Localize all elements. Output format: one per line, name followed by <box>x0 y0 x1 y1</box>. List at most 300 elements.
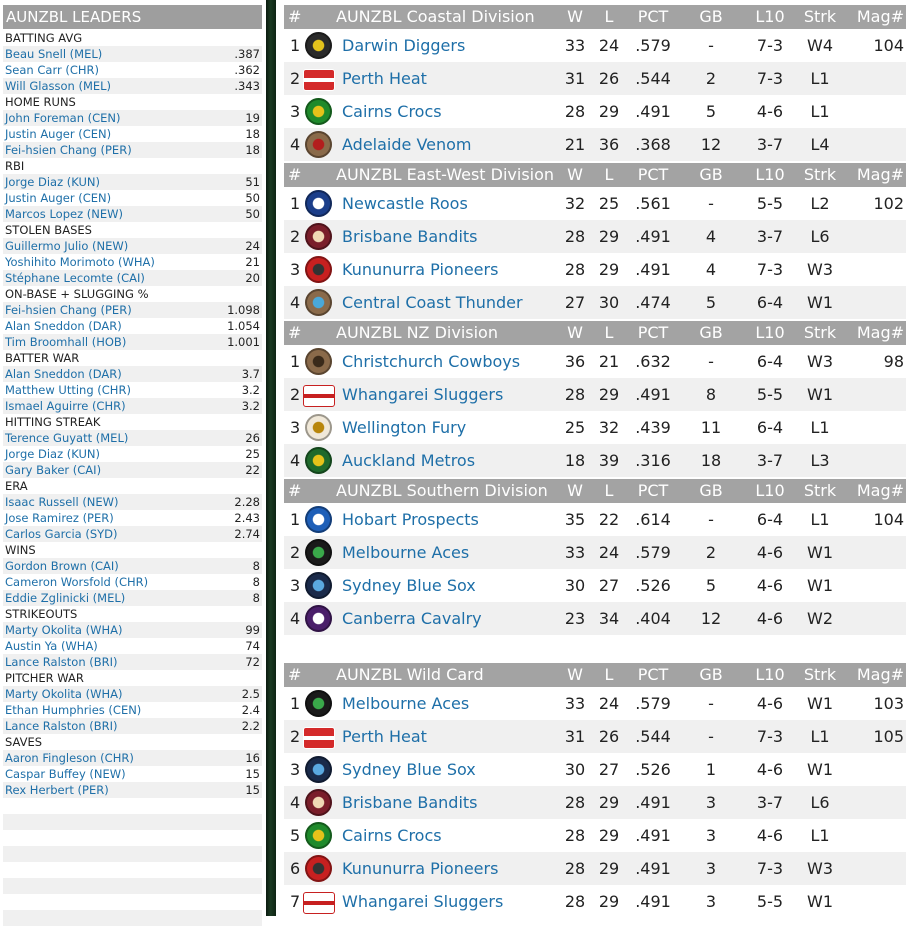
roo-logo <box>305 190 332 217</box>
leader-stat-value: 99 <box>245 623 260 637</box>
leader-player-link[interactable]: Jorge Diaz (KUN) <box>5 447 100 461</box>
col-strk-header[interactable]: Strk <box>803 481 837 500</box>
aces-logo <box>305 690 332 717</box>
col-l10-header[interactable]: L10 <box>755 323 785 342</box>
col-w-header[interactable]: W <box>567 323 583 342</box>
team-rank: 4 <box>290 451 301 470</box>
team-name-link[interactable]: Brisbane Bandits <box>342 793 478 812</box>
team-name-link[interactable]: Wellington Fury <box>342 418 467 437</box>
team-gb: 3 <box>705 826 717 845</box>
team-w: 35 <box>564 510 586 529</box>
col-gb-header[interactable]: GB <box>699 481 723 500</box>
leader-player-link[interactable]: Alan Sneddon (DAR) <box>5 319 122 333</box>
leader-row <box>3 142 262 158</box>
col-gb-header[interactable]: GB <box>699 165 723 184</box>
team-gb: - <box>708 194 714 213</box>
team-l: 29 <box>598 102 620 121</box>
team-gb: - <box>708 352 714 371</box>
standings-row <box>284 536 906 569</box>
team-l10: 5-5 <box>756 385 784 404</box>
team-rank: 7 <box>290 892 301 911</box>
team-gb: 5 <box>705 102 717 121</box>
team-pct: .579 <box>635 36 671 55</box>
leader-stat-value: 2.43 <box>234 511 260 525</box>
team-pct: .579 <box>635 543 671 562</box>
leader-category-heading: STOLEN BASES <box>5 223 92 237</box>
team-name-link[interactable]: Melbourne Aces <box>342 543 470 562</box>
team-l10: 4-6 <box>756 576 784 595</box>
team-rank: 3 <box>290 418 301 437</box>
croc-logo <box>305 822 332 849</box>
team-pct: .491 <box>635 385 671 404</box>
team-gb: 3 <box>705 892 717 911</box>
team-mag: 102 <box>873 194 904 213</box>
team-l: 27 <box>598 576 620 595</box>
team-name-link[interactable]: Canberra Cavalry <box>342 609 482 628</box>
team-strk: L1 <box>810 69 830 88</box>
team-pct: .491 <box>635 102 671 121</box>
division-title: AUNZBL Wild Card <box>336 665 484 684</box>
team-strk: W1 <box>807 694 833 713</box>
team-gb: 2 <box>705 543 717 562</box>
leader-row <box>3 334 262 350</box>
leader-row <box>3 718 262 734</box>
team-l: 21 <box>598 352 620 371</box>
standings-row <box>284 286 906 319</box>
team-w: 28 <box>564 826 586 845</box>
leader-stat-value: 3.7 <box>241 367 260 381</box>
team-l10: 6-4 <box>756 352 784 371</box>
leader-stat-value: .362 <box>234 63 260 77</box>
col-l-header[interactable]: L <box>604 7 614 26</box>
col-mag-header[interactable]: Mag# <box>856 665 904 684</box>
team-gb: - <box>708 727 714 746</box>
leader-player-link[interactable]: Isaac Russell (NEW) <box>5 495 119 509</box>
team-l: 32 <box>598 418 620 437</box>
team-w: 28 <box>564 892 586 911</box>
col-pct-header[interactable]: PCT <box>637 665 669 684</box>
team-name-link[interactable]: Christchurch Cowboys <box>342 352 521 371</box>
team-l: 30 <box>598 293 620 312</box>
team-name-link[interactable]: Sydney Blue Sox <box>342 760 476 779</box>
col-gb-header[interactable]: GB <box>699 323 723 342</box>
leader-stat-value: 3.2 <box>241 399 260 413</box>
leader-stat-value: 25 <box>245 447 260 461</box>
leader-category-heading: SAVES <box>5 735 43 749</box>
team-rank: 2 <box>290 543 301 562</box>
standings-row <box>284 187 906 220</box>
team-rank: 1 <box>290 194 301 213</box>
team-w: 28 <box>564 385 586 404</box>
empty-row <box>3 830 262 846</box>
leader-player-link[interactable]: Yoshihito Morimoto (WHA) <box>5 255 155 269</box>
leader-stat-value: 24 <box>245 239 260 253</box>
team-name-link[interactable]: Newcastle Roos <box>342 194 468 213</box>
team-name-link[interactable]: Adelaide Venom <box>342 135 472 154</box>
leader-row <box>3 526 262 542</box>
leader-player-link[interactable]: Ethan Humphries (CEN) <box>5 703 142 717</box>
team-l: 29 <box>598 227 620 246</box>
team-l: 29 <box>598 859 620 878</box>
team-l10: 7-3 <box>756 260 784 279</box>
leader-stat-value: 74 <box>245 639 260 653</box>
team-strk: W1 <box>807 543 833 562</box>
standings-row <box>284 720 906 753</box>
team-l10: 3-7 <box>756 451 784 470</box>
team-name-link[interactable]: Kununurra Pioneers <box>342 859 499 878</box>
col-pct-header[interactable]: PCT <box>637 481 669 500</box>
leader-row <box>3 110 262 126</box>
team-l10: 5-5 <box>756 892 784 911</box>
leader-player-link[interactable]: Caspar Buffey (NEW) <box>5 767 126 781</box>
leader-row <box>3 766 262 782</box>
leader-stat-value: 18 <box>245 143 260 157</box>
team-pct: .526 <box>635 576 671 595</box>
leader-category-heading: BATTER WAR <box>5 351 80 365</box>
leader-player-link[interactable]: Fei-hsien Chang (PER) <box>5 143 132 157</box>
team-rank: 2 <box>290 227 301 246</box>
team-l: 29 <box>598 826 620 845</box>
team-l10: 5-5 <box>756 194 784 213</box>
team-strk: W3 <box>807 260 833 279</box>
leader-stat-value: .343 <box>234 79 260 93</box>
leader-row <box>3 46 262 62</box>
team-strk: L1 <box>810 102 830 121</box>
empty-row <box>3 878 262 894</box>
leader-row <box>3 302 262 318</box>
team-rank: 4 <box>290 293 301 312</box>
team-name-link[interactable]: Sydney Blue Sox <box>342 576 476 595</box>
col-w-header[interactable]: W <box>567 481 583 500</box>
team-strk: W4 <box>807 36 833 55</box>
leader-player-link[interactable]: Ismael Aguirre (CHR) <box>5 399 126 413</box>
leader-category-heading: BATTING AVG <box>5 31 83 45</box>
leader-row <box>3 686 262 702</box>
leader-row <box>3 638 262 654</box>
team-l: 24 <box>598 694 620 713</box>
division-title: AUNZBL NZ Division <box>336 323 498 342</box>
team-rank: 1 <box>290 694 301 713</box>
leader-row <box>3 78 262 94</box>
col-strk-header[interactable]: Strk <box>803 323 837 342</box>
team-gb: - <box>708 510 714 529</box>
aces-logo <box>305 539 332 566</box>
standings-panel <box>276 0 906 916</box>
team-l10: 6-4 <box>756 418 784 437</box>
col-l-header[interactable]: L <box>604 481 614 500</box>
team-pct: .544 <box>635 69 671 88</box>
leader-row <box>3 174 262 190</box>
team-strk: L1 <box>810 727 830 746</box>
team-strk: W1 <box>807 576 833 595</box>
leader-player-link[interactable]: Marty Okolita (WHA) <box>5 623 123 637</box>
team-l10: 4-6 <box>756 694 784 713</box>
pioneer-logo <box>305 256 332 283</box>
team-name-link[interactable]: Hobart Prospects <box>342 510 479 529</box>
team-l: 27 <box>598 760 620 779</box>
team-w: 28 <box>564 793 586 812</box>
standings-row <box>284 569 906 602</box>
cowboy-logo <box>305 348 332 375</box>
team-strk: L3 <box>810 451 830 470</box>
col-w-header[interactable]: W <box>567 665 583 684</box>
team-w: 21 <box>564 135 586 154</box>
leader-player-link[interactable]: Gary Baker (CAI) <box>5 463 102 477</box>
team-strk: L2 <box>810 194 830 213</box>
team-w: 23 <box>564 609 586 628</box>
leader-row <box>3 430 262 446</box>
col-mag-header[interactable]: Mag# <box>856 323 904 342</box>
leader-player-link[interactable]: Beau Snell (MEL) <box>5 47 103 61</box>
leader-player-link[interactable]: Eddie Zglinicki (MEL) <box>5 591 126 605</box>
team-name-link[interactable]: Cairns Crocs <box>342 826 442 845</box>
team-pct: .579 <box>635 694 671 713</box>
digger-logo <box>305 32 332 59</box>
team-rank: 2 <box>290 385 301 404</box>
leader-player-link[interactable]: Justin Auger (CEN) <box>5 127 112 141</box>
col-l10-header[interactable]: L10 <box>755 165 785 184</box>
leader-row <box>3 494 262 510</box>
division-header <box>284 663 906 687</box>
leader-stat-value: 21 <box>245 255 260 269</box>
standings-row <box>284 253 906 286</box>
standings-row <box>284 753 906 786</box>
leader-player-link[interactable]: Gordon Brown (CAI) <box>5 559 119 573</box>
team-mag: 98 <box>883 352 904 371</box>
team-name-link[interactable]: Whangarei Sluggers <box>342 385 504 404</box>
heat-logo <box>303 727 335 749</box>
standings-row <box>284 819 906 852</box>
col-l10-header[interactable]: L10 <box>755 7 785 26</box>
leader-row <box>3 126 262 142</box>
team-w: 31 <box>564 69 586 88</box>
leader-stat-value: 20 <box>245 271 260 285</box>
team-l10: 4-6 <box>756 760 784 779</box>
col-l10-header[interactable]: L10 <box>755 665 785 684</box>
team-rank: 1 <box>290 510 301 529</box>
team-rank: 4 <box>290 793 301 812</box>
team-w: 28 <box>564 260 586 279</box>
leader-stat-value: 8 <box>252 575 260 589</box>
leader-player-link[interactable]: Matthew Utting (CHR) <box>5 383 131 397</box>
leader-row <box>3 398 262 414</box>
leader-player-link[interactable]: Marcos Lopez (NEW) <box>5 207 123 221</box>
team-gb: 4 <box>705 260 717 279</box>
leader-stat-value: 1.054 <box>227 319 260 333</box>
leader-row <box>3 574 262 590</box>
team-name-link[interactable]: Cairns Crocs <box>342 102 442 121</box>
team-gb: 1 <box>705 760 717 779</box>
leader-row <box>3 382 262 398</box>
leader-row <box>3 190 262 206</box>
leader-row <box>3 654 262 670</box>
col-gb-header[interactable]: GB <box>699 665 723 684</box>
team-mag: 104 <box>873 36 904 55</box>
team-rank: 5 <box>290 826 301 845</box>
leader-category-heading: RBI <box>5 159 25 173</box>
team-l10: 3-7 <box>756 135 784 154</box>
team-l10: 7-3 <box>756 727 784 746</box>
team-name-link[interactable]: Perth Heat <box>342 69 427 88</box>
thunder-logo <box>305 289 332 316</box>
standings-row <box>284 411 906 444</box>
team-name-link[interactable]: Perth Heat <box>342 727 427 746</box>
team-strk: W1 <box>807 385 833 404</box>
team-pct: .561 <box>635 194 671 213</box>
team-strk: L1 <box>810 510 830 529</box>
standings-row <box>284 687 906 720</box>
team-l10: 7-3 <box>756 36 784 55</box>
team-w: 33 <box>564 36 586 55</box>
leader-row <box>3 238 262 254</box>
team-l: 29 <box>598 385 620 404</box>
team-gb: 2 <box>705 69 717 88</box>
col-w-header[interactable]: W <box>567 7 583 26</box>
metros-logo <box>305 447 332 474</box>
leaders-panel <box>0 0 266 916</box>
division-header <box>284 5 906 29</box>
leader-player-link[interactable]: Will Glasson (MEL) <box>5 79 112 93</box>
empty-row <box>3 862 262 878</box>
leader-player-link[interactable]: Alan Sneddon (DAR) <box>5 367 122 381</box>
team-l: 29 <box>598 260 620 279</box>
leader-player-link[interactable]: Lance Ralston (BRI) <box>5 719 118 733</box>
leader-row <box>3 462 262 478</box>
team-l: 24 <box>598 543 620 562</box>
leader-player-link[interactable]: Austin Ya (WHA) <box>5 639 98 653</box>
team-pct: .368 <box>635 135 671 154</box>
team-l10: 7-3 <box>756 859 784 878</box>
leader-player-link[interactable]: Cameron Worsfold (CHR) <box>5 575 149 589</box>
team-pct: .526 <box>635 760 671 779</box>
leader-row <box>3 750 262 766</box>
col-gb-header[interactable]: GB <box>699 7 723 26</box>
leader-player-link[interactable]: Sean Carr (CHR) <box>5 63 99 77</box>
col-l-header[interactable]: L <box>604 323 614 342</box>
prospect-logo <box>305 506 332 533</box>
team-pct: .316 <box>635 451 671 470</box>
empty-row <box>3 910 262 926</box>
standings-row <box>284 345 906 378</box>
team-name-link[interactable]: Auckland Metros <box>342 451 476 470</box>
team-l10: 4-6 <box>756 543 784 562</box>
leader-player-link[interactable]: Stéphane Lecomte (CAI) <box>5 271 145 285</box>
team-w: 30 <box>564 760 586 779</box>
col-strk-header[interactable]: Strk <box>803 7 837 26</box>
leader-row <box>3 62 262 78</box>
leader-row <box>3 510 262 526</box>
team-w: 28 <box>564 859 586 878</box>
leader-player-link[interactable]: John Foreman (CEN) <box>5 111 121 125</box>
team-w: 36 <box>564 352 586 371</box>
leader-stat-value: 15 <box>245 767 260 781</box>
team-l10: 7-3 <box>756 69 784 88</box>
leader-stat-value: 1.001 <box>227 335 260 349</box>
team-pct: .491 <box>635 892 671 911</box>
leader-category-heading: STRIKEOUTS <box>5 607 78 621</box>
col-pct-header[interactable]: PCT <box>637 7 669 26</box>
division-header <box>284 321 906 345</box>
standings-row <box>284 885 906 918</box>
leader-player-link[interactable]: Guillermo Julio (NEW) <box>5 239 129 253</box>
leader-player-link[interactable]: Jose Ramirez (PER) <box>5 511 114 525</box>
bluesox-logo <box>305 572 332 599</box>
team-l10: 6-4 <box>756 510 784 529</box>
team-w: 28 <box>564 227 586 246</box>
leader-player-link[interactable]: Justin Auger (CEN) <box>5 191 112 205</box>
team-w: 32 <box>564 194 586 213</box>
leader-row <box>3 590 262 606</box>
leader-category-heading: ON-BASE + SLUGGING % <box>5 287 149 301</box>
team-strk: W1 <box>807 293 833 312</box>
fury-logo <box>305 414 332 441</box>
team-name-link[interactable]: Brisbane Bandits <box>342 227 478 246</box>
leader-player-link[interactable]: Carlos Garcia (SYD) <box>5 527 118 541</box>
leader-player-link[interactable]: Marty Okolita (WHA) <box>5 687 123 701</box>
col-mag-header[interactable]: Mag# <box>856 481 904 500</box>
col-strk-header[interactable]: Strk <box>803 165 837 184</box>
team-pct: .491 <box>635 793 671 812</box>
slugger-logo <box>303 892 335 914</box>
team-name-link[interactable]: Kununurra Pioneers <box>342 260 499 279</box>
team-pct: .632 <box>635 352 671 371</box>
leader-category-heading: WINS <box>5 543 36 557</box>
team-strk: W3 <box>807 352 833 371</box>
team-name-link[interactable]: Darwin Diggers <box>342 36 466 55</box>
team-gb: 18 <box>700 451 722 470</box>
leader-player-link[interactable]: Rex Herbert (PER) <box>5 783 109 797</box>
leader-player-link[interactable]: Jorge Diaz (KUN) <box>5 175 100 189</box>
team-pct: .404 <box>635 609 671 628</box>
team-rank: 6 <box>290 859 301 878</box>
leader-row <box>3 446 262 462</box>
leader-row <box>3 366 262 382</box>
leader-stat-value: 3.2 <box>241 383 260 397</box>
leader-row <box>3 254 262 270</box>
col-strk-header[interactable]: Strk <box>803 665 837 684</box>
col-pct-header[interactable]: PCT <box>637 165 669 184</box>
col-pct-header[interactable]: PCT <box>637 323 669 342</box>
team-strk: W1 <box>807 760 833 779</box>
team-gb: 5 <box>705 293 717 312</box>
team-rank: 3 <box>290 576 301 595</box>
col-rank-header: # <box>288 665 302 684</box>
leader-row <box>3 318 262 334</box>
leader-player-link[interactable]: Tim Broomhall (HOB) <box>5 335 127 349</box>
team-name-link[interactable]: Melbourne Aces <box>342 694 470 713</box>
team-l: 39 <box>598 451 620 470</box>
team-name-link[interactable]: Central Coast Thunder <box>342 293 523 312</box>
leader-stat-value: 26 <box>245 431 260 445</box>
col-mag-header[interactable]: Mag# <box>856 165 904 184</box>
leader-player-link[interactable]: Terence Guyatt (MEL) <box>5 431 129 445</box>
team-w: 30 <box>564 576 586 595</box>
col-l-header[interactable]: L <box>604 665 614 684</box>
col-w-header[interactable]: W <box>567 165 583 184</box>
heat-logo <box>303 69 335 91</box>
col-mag-header[interactable]: Mag# <box>856 7 904 26</box>
cavalry-logo <box>305 605 332 632</box>
leader-player-link[interactable]: Lance Ralston (BRI) <box>5 655 118 669</box>
leader-player-link[interactable]: Aaron Fingleson (CHR) <box>5 751 134 765</box>
leader-player-link[interactable]: Fei-hsien Chang (PER) <box>5 303 132 317</box>
leader-category-heading: PITCHER WAR <box>5 671 84 685</box>
team-strk: L1 <box>810 418 830 437</box>
standings-row <box>284 444 906 477</box>
team-name-link[interactable]: Whangarei Sluggers <box>342 892 504 911</box>
col-l10-header[interactable]: L10 <box>755 481 785 500</box>
col-l-header[interactable]: L <box>604 165 614 184</box>
